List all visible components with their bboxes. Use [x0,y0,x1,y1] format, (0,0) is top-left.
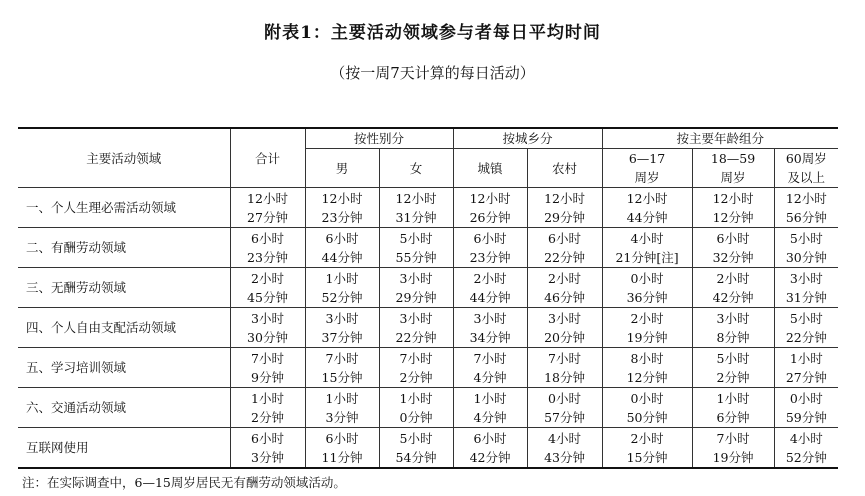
row-label: 三、无酬劳动领域 [18,268,230,308]
table-row [18,308,838,348]
table-cell: 1小时 2分钟 [230,388,305,428]
table-cell: 6小时 42分钟 [453,428,527,469]
table-cell: 7小时 2分钟 [379,348,453,388]
table-cell: 3小时 8分钟 [692,308,774,348]
table-cell: 1小时 0分钟 [379,388,453,428]
table-cell: 7小时 15分钟 [305,348,379,388]
page-title: 附表1：主要活动领域参与者每日平均时间 [264,23,601,43]
table-cell: 2小时 45分钟 [230,268,305,308]
table-cell: 7小时 19分钟 [692,428,774,469]
page-subtitle: （按一周7天计算的每日活动） [330,64,535,82]
sub-header: 6—17 周岁 [602,149,692,188]
table-cell: 6小时 22分钟 [527,228,602,268]
time-use-table [18,127,838,469]
table-cell: 3小时 34分钟 [453,308,527,348]
table-cell: 0小时 36分钟 [602,268,692,308]
table-cell: 3小时 37分钟 [305,308,379,348]
group-header-gender: 按性别分 [305,128,453,149]
table-cell: 2小时 15分钟 [602,428,692,469]
table-cell: 7小时 18分钟 [527,348,602,388]
table-cell: 4小时 21分钟[注] [602,228,692,268]
row-label: 六、交通活动领域 [18,388,230,428]
footnote: 注：在实际调查中，6—15周岁居民无有酬劳动领域活动。 [22,475,346,490]
row-header: 主要活动领域 [18,128,230,188]
row-label: 二、有酬劳动领域 [18,228,230,268]
table-cell: 1小时 6分钟 [692,388,774,428]
table-cell: 4小时 52分钟 [774,428,838,469]
table-row [18,428,838,469]
table-cell: 6小时 44分钟 [305,228,379,268]
table-cell: 5小时 54分钟 [379,428,453,469]
table-cell: 5小时 55分钟 [379,228,453,268]
table-cell: 3小时 30分钟 [230,308,305,348]
table-cell: 1小时 27分钟 [774,348,838,388]
table-cell: 3小时 20分钟 [527,308,602,348]
sub-header: 农村 [527,149,602,188]
row-label: 五、学习培训领域 [18,348,230,388]
table-cell: 6小时 3分钟 [230,428,305,469]
table-row [18,268,838,308]
table-cell: 1小时 52分钟 [305,268,379,308]
table-cell: 3小时 29分钟 [379,268,453,308]
table-cell: 1小时 3分钟 [305,388,379,428]
table-cell: 12小时 26分钟 [453,188,527,228]
table-row [18,388,838,428]
table-cell: 12小时 29分钟 [527,188,602,228]
table-cell: 5小时 2分钟 [692,348,774,388]
sub-header: 城镇 [453,149,527,188]
table-cell: 3小时 22分钟 [379,308,453,348]
table-cell: 1小时 4分钟 [453,388,527,428]
table-cell: 12小时 12分钟 [692,188,774,228]
table-cell: 6小时 23分钟 [453,228,527,268]
row-label: 互联网使用 [18,428,230,469]
table-cell: 2小时 46分钟 [527,268,602,308]
table-cell: 0小时 50分钟 [602,388,692,428]
sub-header: 18—59 周岁 [692,149,774,188]
total-header: 合计 [230,128,305,188]
table-cell: 2小时 42分钟 [692,268,774,308]
table-cell: 12小时 23分钟 [305,188,379,228]
table-cell: 6小时 32分钟 [692,228,774,268]
table-cell: 4小时 43分钟 [527,428,602,469]
table-row [18,228,838,268]
table-cell: 2小时 19分钟 [602,308,692,348]
table-cell: 7小时 9分钟 [230,348,305,388]
sub-header: 60周岁 及以上 [774,149,838,188]
sub-header: 男 [305,149,379,188]
table-cell: 7小时 4分钟 [453,348,527,388]
table-row [18,348,838,388]
table-cell: 12小时 27分钟 [230,188,305,228]
table-row [18,188,838,228]
table-cell: 5小时 30分钟 [774,228,838,268]
table-cell: 12小时 31分钟 [379,188,453,228]
table-cell: 12小时 44分钟 [602,188,692,228]
table-cell: 12小时 56分钟 [774,188,838,228]
table-cell: 0小时 57分钟 [527,388,602,428]
group-header-urban-rural: 按城乡分 [453,128,602,149]
table-cell: 2小时 44分钟 [453,268,527,308]
table-cell: 8小时 12分钟 [602,348,692,388]
table-cell: 6小时 23分钟 [230,228,305,268]
row-label: 一、个人生理必需活动领域 [18,188,230,228]
table-cell: 6小时 11分钟 [305,428,379,469]
sub-header: 女 [379,149,453,188]
row-label: 四、个人自由支配活动领域 [18,308,230,348]
table-cell: 5小时 22分钟 [774,308,838,348]
group-header-age: 按主要年龄组分 [602,128,838,149]
table-cell: 3小时 31分钟 [774,268,838,308]
table-cell: 0小时 59分钟 [774,388,838,428]
